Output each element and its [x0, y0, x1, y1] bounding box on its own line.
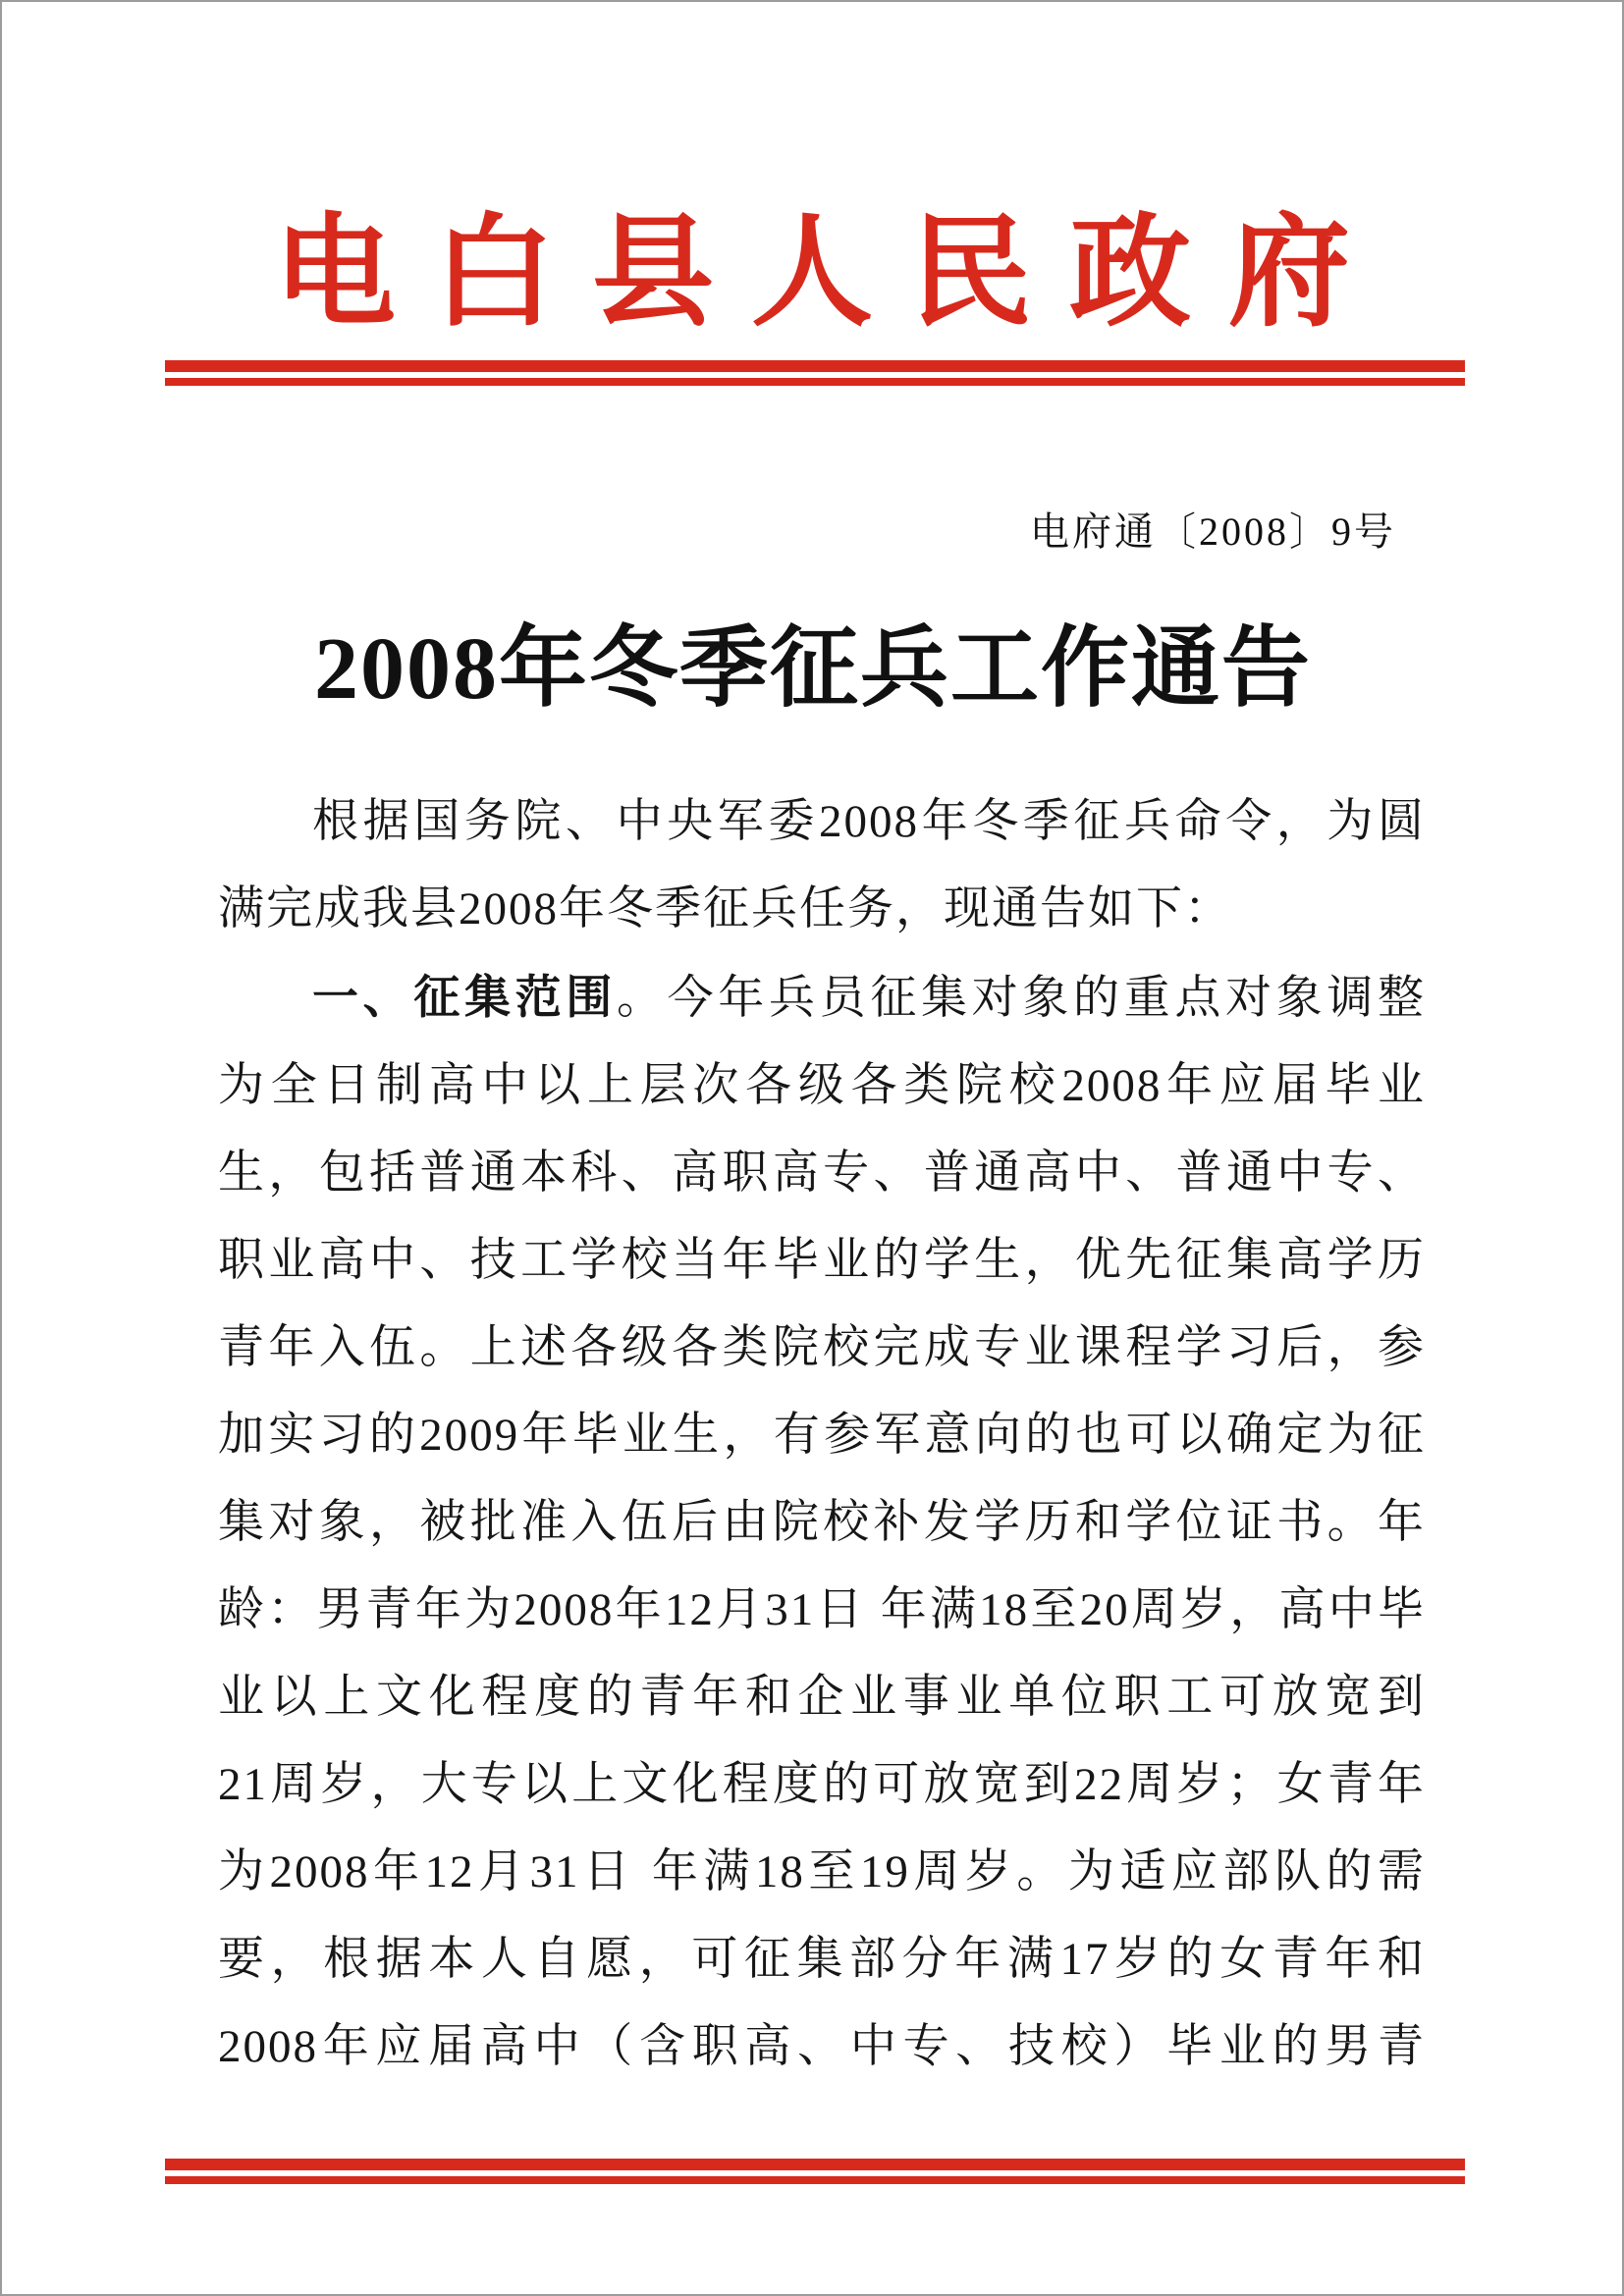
document-reference-number: 电府通〔2008〕9号 — [1030, 509, 1396, 554]
notice-body — [218, 778, 1426, 2091]
divider-thin-line — [165, 378, 1465, 386]
body-line-6: 职业高中、技工学校当年毕业的学生，优先征集高学历 — [218, 1235, 1426, 1286]
body-line-9: 集对象，被批准入伍后由院校补发学历和学位证书。年 — [218, 1497, 1426, 1548]
body-line-3-rest: 。今年兵员征集对象的重点对象调整 — [617, 973, 1426, 1024]
body-line-11: 业以上文化程度的青年和企业事业单位职工可放宽到 — [218, 1672, 1426, 1723]
body-line-2: 满完成我县2008年冬季征兵任务，现通告如下： — [218, 883, 1232, 934]
body-line-8: 加实习的2009年毕业生，有参军意向的也可以确定为征 — [218, 1410, 1426, 1461]
notice-title: 2008年冬季征兵工作通告 — [314, 620, 1312, 718]
body-line-10: 龄：男青年为2008年12月31日 年满18至20周岁，高中毕 — [218, 1584, 1426, 1635]
header-divider — [165, 360, 1465, 386]
body-line-15: 2008年应届高中（含职高、中专、技校）毕业的男青 — [218, 2021, 1426, 2072]
footer-divider-thick-line — [165, 2159, 1465, 2170]
body-line-3 — [218, 953, 1426, 1042]
body-line-13: 为2008年12月31日 年满18至19周岁。为适应部队的需 — [218, 1846, 1426, 1897]
body-line-4: 为全日制高中以上层次各级各类院校2008年应届毕业 — [218, 1060, 1426, 1111]
divider-thick-line — [165, 360, 1465, 372]
agency-letterhead-title: 电白县人民政府 — [273, 206, 1387, 341]
section-heading-conscription-scope: 一、征集范围 — [312, 971, 617, 1023]
body-line-5: 生，包括普通本科、高职高专、普通高中、普通中专、 — [218, 1148, 1426, 1199]
body-line-12: 21周岁，大专以上文化程度的可放宽到22周岁；女青年 — [218, 1759, 1426, 1810]
body-line-1: 根据国务院、中央军委2008年冬季征兵命令，为圆 — [312, 796, 1426, 847]
body-line-14: 要，根据本人自愿，可征集部分年满17岁的女青年和 — [218, 1934, 1426, 1985]
body-line-7: 青年入伍。上述各级各类院校完成专业课程学习后，参 — [218, 1322, 1426, 1373]
footer-divider — [165, 2159, 1465, 2184]
footer-divider-thin-line — [165, 2176, 1465, 2184]
